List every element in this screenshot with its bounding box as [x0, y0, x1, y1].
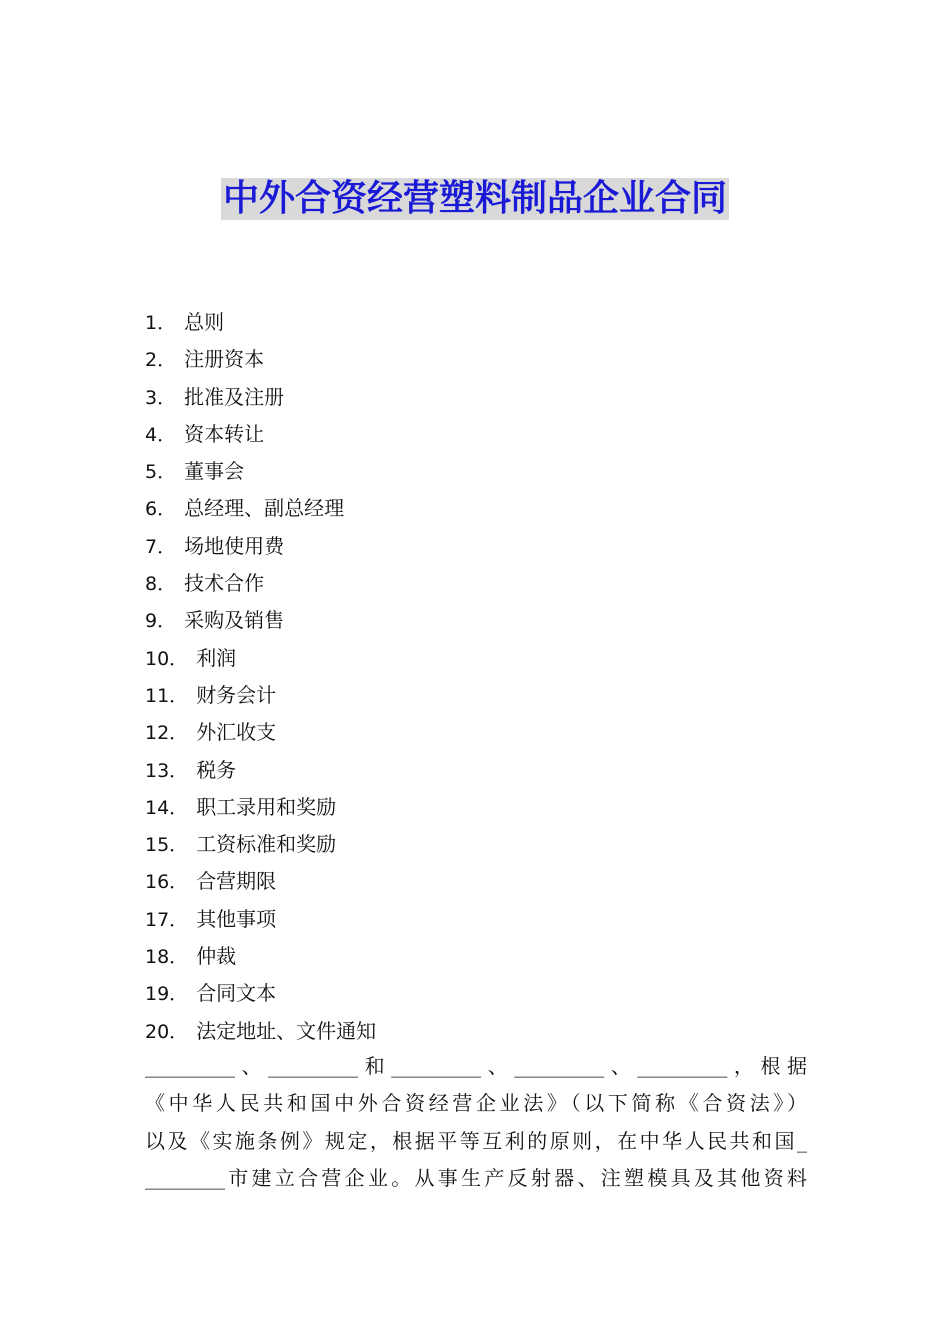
toc-item-number: 3． [145, 386, 177, 409]
toc-item-number: 5． [145, 461, 177, 484]
toc-item-label: 外汇收支 [196, 720, 277, 745]
toc-item [145, 640, 815, 677]
toc-item-number: 15． [145, 834, 189, 857]
toc-item [145, 789, 815, 826]
toc-item-number: 10． [145, 647, 189, 670]
title-container [0, 178, 950, 220]
toc-item [145, 1013, 815, 1050]
toc-item-number: 7． [145, 535, 177, 558]
toc-item-label: 总经理、副总经理 [184, 496, 345, 521]
paragraph-line: ________市建立合营企业。从事生产反射器、注塑模具及其他资料 [145, 1165, 807, 1190]
toc-item [145, 901, 815, 938]
toc-item [145, 341, 815, 378]
toc-item-number: 19． [145, 983, 189, 1006]
paragraph-line: _________、_________和_________、_________、_________，根据 [145, 1054, 807, 1078]
toc-item [145, 416, 815, 453]
toc-item [145, 565, 815, 602]
toc-item-label: 总则 [184, 310, 225, 334]
toc-item-number: 13． [145, 759, 189, 782]
document-title: 中外合资经营塑料制品企业合同 [222, 178, 727, 219]
toc-item-label: 职工录用和奖励 [196, 794, 337, 819]
toc-item-label: 批准及注册 [184, 384, 285, 409]
toc-item [145, 752, 815, 789]
paragraph-line: 《中华人民共和国中外合资经营企业法》（以下简称《合资法》） [145, 1091, 807, 1116]
toc-item-label: 仲裁 [196, 944, 237, 969]
toc-item-number: 12． [145, 722, 189, 745]
opening-paragraph [145, 1048, 807, 1197]
toc-item [145, 490, 815, 527]
toc-item-number: 8． [145, 573, 177, 596]
toc-item-label: 场地使用费 [184, 533, 285, 558]
toc-item [145, 677, 815, 714]
toc-item [145, 975, 815, 1012]
toc-item [145, 528, 815, 565]
toc-item-label: 其他事项 [196, 906, 277, 931]
toc-item-number: 9． [145, 610, 177, 633]
toc-item-label: 工资标准和奖励 [196, 832, 337, 857]
toc-item-label: 技术合作 [184, 571, 265, 596]
toc-item-number: 20． [145, 1020, 189, 1043]
toc-item [145, 304, 815, 341]
toc-item [145, 379, 815, 416]
toc-item [145, 453, 815, 490]
toc-item-label: 利润 [196, 645, 237, 670]
toc-item [145, 826, 815, 863]
toc-item-label: 合同文本 [196, 981, 277, 1006]
toc-item-number: 6． [145, 498, 177, 521]
toc-item-number: 14． [145, 796, 189, 819]
toc-item-number: 16． [145, 871, 189, 894]
toc-item-number: 18． [145, 946, 189, 969]
toc-item [145, 938, 815, 975]
toc-item-label: 董事会 [184, 459, 245, 484]
toc-item-number: 2． [145, 349, 177, 372]
toc-item-label: 财务会计 [196, 682, 277, 707]
toc-item-label: 资本转让 [184, 421, 265, 446]
toc-item-label: 税务 [196, 757, 237, 782]
toc-item-label: 法定地址、文件通知 [196, 1018, 377, 1043]
table-of-contents [145, 304, 815, 1050]
toc-item-label: 合营期限 [196, 869, 277, 894]
toc-item-label: 注册资本 [184, 347, 265, 372]
toc-item [145, 602, 815, 639]
toc-item [145, 714, 815, 751]
toc-item-number: 17． [145, 908, 189, 931]
toc-item-number: 11． [145, 684, 189, 707]
paragraph-line: 以及《实施条例》规定，根据平等互利的原则，在中华人民共和国_ [145, 1128, 807, 1153]
toc-item-label: 采购及销售 [184, 608, 285, 633]
toc-item-number: 1． [145, 312, 177, 334]
toc-item-number: 4． [145, 423, 177, 446]
toc-item [145, 863, 815, 900]
